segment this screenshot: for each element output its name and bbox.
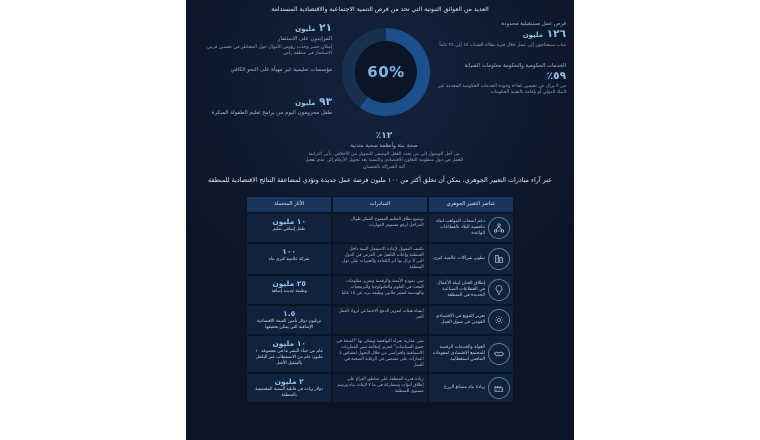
stat-title: طفل محرومون اليوم من برامج تعليم الطفولة المبكرة xyxy=(211,110,332,116)
initiative-text: تكثيف التمويل لإعادة الاستثمار البنية داخل المنطقة وإعادة التأهيل في الفرص في الدول التي لا تزال بها أثر الكفاءة والخبرات على دول المنطقة xyxy=(332,243,427,275)
page-title: العديد من العوائق الثبوتية التي تحد من فرص التنمية الاجتماعية والاقتصادية المستدامة xyxy=(271,6,489,13)
stat-number: ٢١ مليون xyxy=(295,22,332,34)
stat-block xyxy=(304,130,464,171)
impact-label: بناء xyxy=(268,257,275,262)
initiative-text: تبني مقاربة شراء التوافقية ويمكن بها "الصحة في جميع السياسات" لتعزيز إمكانية تبني المقاربات الاستباقية وافتراضي من خلال التحول لمقياس ٤ اعتبارات على مقتضى في الرقابة الصحية في العمل xyxy=(332,335,427,373)
handshake-icon xyxy=(488,343,510,365)
impact-kpi: ٢٥ مليون xyxy=(272,279,306,288)
impact-unit: وظيفة جديدة xyxy=(283,289,307,294)
impact-unit: تريليون دولار xyxy=(298,319,322,324)
table-row xyxy=(246,243,514,275)
transformation-label: تعزيز التنويع في الاقتصادي القومي في سوق العمل xyxy=(435,314,485,325)
impact-cell xyxy=(246,275,332,305)
stat-title: المزايدون على الاستثمار xyxy=(277,36,332,42)
impact-kpi: ١٠ مليون xyxy=(272,217,306,226)
stat-title: الخدمات الحكومية والحكومة معلومات الصيانة xyxy=(464,63,566,69)
stat-body: من أجل الوصول إلى من تحت الفعل الوصفي للتمويل من الأخلاقي. يأتي الترابط للعمل في دول منظومة التعاون الاقتصادي والتنمية بعد تحويل الأرقام إلى عدم تفعيل آلية الشراكة بالحسبان xyxy=(304,152,464,170)
table-row xyxy=(246,275,514,305)
table-row xyxy=(246,335,514,373)
network-icon xyxy=(488,217,510,239)
stat-title: صحة بيئة وأنظمة صحية متدنية xyxy=(350,143,418,149)
impact-cell xyxy=(246,243,332,275)
transformation-label: إطلاق العنان لبيئة الأعمال في القطاعات الصناعية الجديدة في المنطقة xyxy=(437,281,485,298)
stat-body: شاب سيحتاجون إلى عمل خلال فترة بطالة الشباب ١٥ إلى ٢٤ عاماً xyxy=(439,43,566,48)
transformation-label: العولة والخدمات الرقمية للمجتمع الاقتصادي لمقومات التنافس استقطابية xyxy=(432,345,485,362)
stat-title: فرص عمل مستقبلية محدودة xyxy=(501,21,566,27)
impact-unit: دولار xyxy=(314,387,323,392)
stat-number: ١٢٪ xyxy=(375,131,393,141)
table-row xyxy=(246,213,514,243)
impact-kpi: ١٠ مليون xyxy=(272,339,306,348)
infographic-panel xyxy=(186,0,574,440)
factory-icon xyxy=(488,377,510,399)
impact-kpi: ١.٥ xyxy=(283,309,296,318)
building-icon xyxy=(488,248,510,270)
gear-icon xyxy=(488,309,510,331)
stat-number: ٥٩٪ xyxy=(546,70,566,82)
impact-kpi: ١٠٠ xyxy=(282,247,297,256)
impact-cell xyxy=(246,373,332,403)
column-header-transformation: عناصر التغيير الجوهري xyxy=(428,196,514,213)
impact-label: تأمين القيمة الاقتصادية الإضافية التي يمكن تحقيقها xyxy=(256,319,314,330)
impact-cell xyxy=(246,305,332,335)
impact-label: ما في مجموعة ١٠ مليون عام من الاستقطاب عبر التكفل بالتفعيل الأمثل xyxy=(255,349,323,366)
donut-chart xyxy=(342,28,430,116)
stat-body: من لا يزال عن تحسين كفاءة وجودة الخدمات الحكومية المقدمة عبر البنك الدولي أو بإقامة بالتقنية الحكومات xyxy=(437,84,566,96)
stat-title: مؤسسات تعليمية غير مهيأة على النحو الكافي xyxy=(230,67,332,73)
transformation-label: تطوير شراكات عالمية كبرى xyxy=(433,256,485,261)
impact-label: زيادة في قابلية التنمية المجتمعية بالمنطقة xyxy=(255,387,314,398)
column-header-impact: الآثار المحتملة xyxy=(246,196,332,213)
impact-unit: شركة عالمية كبرى xyxy=(276,257,310,262)
table-row xyxy=(246,373,514,403)
initiative-text: زيادة قدرة المنطقة على مناطق النزاع على إطلاق أدوات ومشاركة في ما لا لإعادة بناء ورسم مستوى للمنطقة xyxy=(332,373,427,403)
transformation-label: دعم أصحاب المواهب لبناء تنافسية البلاد بالقطاعات الواعدة xyxy=(436,219,485,236)
impact-cell xyxy=(246,335,332,373)
stat-block xyxy=(428,20,566,49)
section-title: عبر آراء مبادرات التغيير الجوهري، يمكن أن تخلق أكثر من ١٠٠ مليون فرصة عمل جديدة وتؤدي لمضاعفة النتائج الاقتصادية للمنطقة xyxy=(208,176,552,184)
impact-label: إضافة xyxy=(271,289,283,294)
impact-unit: طفل إضافي xyxy=(283,227,306,232)
bulb-icon xyxy=(488,279,510,301)
impact-cell xyxy=(246,213,332,243)
table-row xyxy=(246,305,514,335)
stat-block xyxy=(194,96,332,117)
donut-center xyxy=(355,41,417,103)
transformation-label: زيادة بناء مصانع الزرع xyxy=(444,385,485,390)
stat-number: ٩٣ مليون xyxy=(295,96,332,108)
donut-value: 60% xyxy=(367,63,405,81)
impact-unit: عام من حياة البشر xyxy=(289,349,324,354)
initiative-text: إنشاء هيئات لتعزيز الدمج الاجتماعي لرواد العمل الحر xyxy=(332,305,427,335)
column-header-initiatives: المبادرات xyxy=(332,196,428,213)
stat-block xyxy=(428,62,566,97)
impact-kpi: ٢ مليون xyxy=(274,377,304,386)
table-header-row xyxy=(246,196,514,213)
initiative-text: توسيع نطاق التعليم المفتوح المبكر طوال المراحل لرفع مستوى المهارات xyxy=(332,213,427,243)
impact-label: تعليم xyxy=(273,227,282,232)
stat-number: ١٢٦ مليون xyxy=(522,28,566,40)
stat-body: إمكان حصر وجذب رؤوس الأموال حول المخاطر في تحسين فرص الاستثمار في منطقة رأس xyxy=(207,45,332,57)
stat-block xyxy=(194,22,332,58)
stat-block xyxy=(194,66,332,74)
initiatives-table xyxy=(246,196,514,403)
initiative-text: تبني نموذج الأتمتة والرقمنة وتعزيز مقاومات البحث في العلوم والتكنولوجيا والبرمجيات والهندسة لعشر ملايين وظيفة تزيد عن ١٥ عاما xyxy=(332,275,427,305)
